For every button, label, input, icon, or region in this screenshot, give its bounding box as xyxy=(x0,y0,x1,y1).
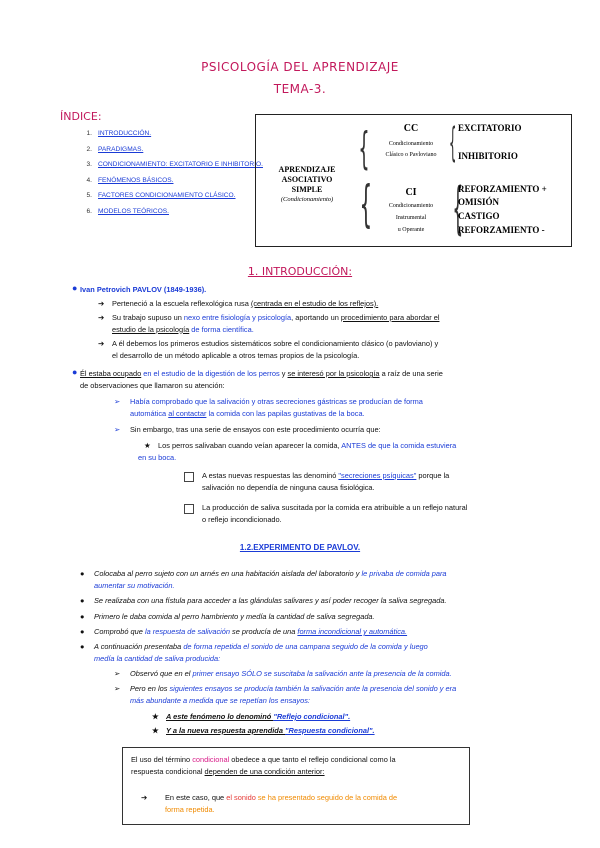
index-item[interactable] xyxy=(70,204,263,220)
text: y xyxy=(279,369,288,378)
text: El uso del término xyxy=(131,755,193,764)
text: "Respuesta condicional". xyxy=(285,726,375,735)
list-item xyxy=(114,668,550,680)
chevron-right-icon: ➢ xyxy=(114,397,121,406)
star-icon: ★ xyxy=(152,712,159,721)
text: A él debemos los primeros estudios sistemáticos sobre el condicionamiento clásico (o pavloviano) y xyxy=(112,339,439,348)
text: En este caso, que xyxy=(165,793,227,802)
text: estudio de la psicología xyxy=(112,324,190,334)
index-item-link[interactable]: FACTORES CONDICIONAMIENTO CLÁSICO. xyxy=(98,192,236,200)
text: respuesta condicional xyxy=(131,766,205,776)
text: primer ensayo SÓLO se suscitaba la salivación ante la presencia de la comida. xyxy=(192,669,452,678)
checkbox-item xyxy=(202,502,542,525)
checkbox-item xyxy=(202,470,542,493)
text: Su trabajo supuso un xyxy=(112,313,184,322)
index-item-number: 4. xyxy=(86,176,92,184)
ci-sub: Condicionamiento xyxy=(388,203,434,209)
diagram-outcome: OMISIÓN xyxy=(458,197,500,207)
text: , aportando un xyxy=(291,313,341,322)
index-item[interactable] xyxy=(70,126,263,142)
text: siguientes ensayos se producía también la salivación ante la presencia del sonido y era xyxy=(169,684,457,693)
text: Colocaba al perro sujeto con un arnés en una habitación aislada del laboratorio y xyxy=(94,569,362,578)
text: A continuación presentaba xyxy=(94,642,184,651)
diagram-outcome: CASTIGO xyxy=(458,211,500,221)
text: se ha presentado seguido de la comida de xyxy=(255,793,398,802)
diagram-root-line: ASOCIATIVO xyxy=(281,175,333,184)
list-item xyxy=(72,367,550,391)
text: de forma científica. xyxy=(189,324,254,334)
diagram-root-line: SIMPLE xyxy=(291,185,323,194)
ci-sub: Instrumental xyxy=(395,215,427,221)
diagram-outcome: REFORZAMIENTO - xyxy=(458,225,545,235)
list-item xyxy=(80,641,554,664)
index-item-number: 1. xyxy=(86,130,92,137)
list-item xyxy=(98,298,552,310)
index-item-number: 6. xyxy=(86,207,92,215)
index-item-link[interactable]: INTRODUCCIÓN. xyxy=(98,130,152,137)
text: ANTES de que la comida estuviera xyxy=(341,441,457,450)
text: en su boca. xyxy=(138,452,177,462)
diagram-root xyxy=(266,165,348,205)
text: de observaciones que llamaron su atención: xyxy=(80,380,225,390)
ci-sub: u Operante xyxy=(397,227,425,233)
index-item-link[interactable]: CONDICIONAMIENTO: EXCITATORIO E INHIBITORIO. xyxy=(98,161,263,169)
text: en el estudio de la digestión de los perros xyxy=(141,369,280,378)
diagram-outcome: EXCITATORIO xyxy=(458,123,522,133)
text: Primero le daba comida al perro hambriento y medía la cantidad de saliva segregada. xyxy=(94,612,375,621)
text: "Reflejo condicional". xyxy=(273,712,351,721)
text: nexo entre fisiología y psicología xyxy=(183,313,292,322)
text: automática xyxy=(130,408,169,418)
cc-sub: Clásico o Pavloviano xyxy=(385,152,437,158)
text: medía la cantidad de saliva producida: xyxy=(94,653,221,663)
document-subtitle: TEMA-3. xyxy=(273,82,327,96)
diagram-root-line: APRENDIZAJE xyxy=(278,165,336,174)
index-item-number: 2. xyxy=(86,145,92,153)
text: la comida con las papilas gustativas de la boca. xyxy=(206,408,365,418)
bullet-icon: ● xyxy=(72,367,78,377)
bullet-icon: ● xyxy=(80,569,85,578)
text: Perteneció a la escuela reflexológica rusa xyxy=(112,299,251,308)
list-item xyxy=(114,424,550,436)
pavlov-bullet xyxy=(72,283,550,296)
text: condicional xyxy=(192,755,230,764)
chevron-right-icon: ➢ xyxy=(114,669,121,678)
list-item xyxy=(114,683,550,706)
list-item xyxy=(98,312,552,335)
bullet-icon: ● xyxy=(80,642,85,651)
text: el sonido xyxy=(226,793,256,802)
list-item xyxy=(80,595,554,607)
text: le privaba de comida para xyxy=(361,569,447,578)
brace-icon: { xyxy=(448,120,457,166)
text: A este fenómeno lo denominó xyxy=(166,712,274,721)
text: al contactar xyxy=(168,408,207,418)
star-icon: ★ xyxy=(144,441,151,450)
index-item[interactable] xyxy=(70,142,263,158)
list-item xyxy=(152,711,546,723)
index-item-link[interactable]: FENÓMENOS BÁSICOS. xyxy=(98,176,174,184)
list-item xyxy=(138,440,552,463)
bullet-icon: ● xyxy=(80,596,85,605)
text: Él estaba ocupado xyxy=(80,369,142,378)
text: salivación no dependía de ninguna causa fisiológica. xyxy=(202,482,375,492)
index-item-link[interactable]: MODELOS TEÓRICOS. xyxy=(98,207,169,215)
text: (centrada en el estudio de los reflejos). xyxy=(250,299,379,308)
list-item xyxy=(80,626,554,638)
list-item xyxy=(98,338,552,361)
document-title: PSICOLOGÍA DEL APRENDIZAJE xyxy=(201,60,399,74)
note-text xyxy=(131,754,463,777)
text: la respuesta de salivación xyxy=(144,627,230,636)
cc-sub: Condicionamiento xyxy=(388,141,434,147)
star-icon: ★ xyxy=(152,726,159,735)
index-item[interactable] xyxy=(70,173,263,189)
cc-label: CC xyxy=(403,123,419,134)
text: Se realizaba con una fístula para acceder a las glándulas salivares y así poder recoger la saliva segregada. xyxy=(94,596,447,605)
text: forma repetida. xyxy=(165,804,215,814)
text: se producía de una xyxy=(230,627,298,636)
text: A estas nuevas respuestas las denominó xyxy=(202,471,339,480)
brace-icon: { xyxy=(359,175,373,233)
brace-icon: { xyxy=(358,123,370,174)
pavlov-name: Ivan Petrovich PAVLOV (1849-1936). xyxy=(80,285,207,294)
text: de forma repetida el sonido de una campana seguido de la comida y luego xyxy=(183,642,428,651)
text: Había comprobado que la salivación y otras secreciones gástricas se producían de forma xyxy=(130,397,423,406)
list-item xyxy=(152,725,546,737)
index-item[interactable] xyxy=(70,157,263,173)
text: o reflejo incondicionado. xyxy=(202,514,282,524)
text: el desarrollo de un método aplicable a otros temas propios de la psicología. xyxy=(112,350,360,360)
text: aumentar su motivación. xyxy=(94,580,175,590)
text: "secreciones psíquicas" xyxy=(338,471,417,480)
bullet-icon: ● xyxy=(72,283,78,293)
diagram-outcome: INHIBITORIO xyxy=(458,151,518,161)
text: procedimiento para abordar el xyxy=(340,313,440,322)
chevron-right-icon: ➢ xyxy=(114,684,121,693)
list-item xyxy=(80,611,554,623)
section-heading-text: 1. INTRODUCCIÓN: xyxy=(247,265,353,278)
text: porque la xyxy=(416,471,450,480)
note-example xyxy=(141,792,461,815)
text: Observó que en el xyxy=(130,669,193,678)
bullet-icon: ● xyxy=(80,627,85,636)
subsection-heading: 1.2.EXPERIMENTO DE PAVLOV. xyxy=(239,543,361,552)
index-list xyxy=(70,126,263,220)
ci-label: CI xyxy=(405,187,417,198)
arrow-icon: ➔ xyxy=(98,313,105,322)
text: Pero en los xyxy=(130,684,170,693)
index-item-number: 3. xyxy=(86,161,92,169)
arrow-icon: ➔ xyxy=(98,299,105,308)
diagram-root-note: (Condicionamiento) xyxy=(280,196,334,203)
brace-icon: { xyxy=(452,176,464,241)
diagram-outcome: REFORZAMIENTO + xyxy=(458,184,547,194)
text: se interesó por la psicología xyxy=(287,369,380,378)
text: a raíz de una serie xyxy=(379,369,443,378)
text: Sin embargo, tras una serie de ensayos con este procedimiento ocurría que: xyxy=(130,425,381,434)
chevron-right-icon: ➢ xyxy=(114,425,121,434)
text: Los perros salivaban cuando veían aparecer la comida, xyxy=(158,441,342,450)
text: más abundante a medida que se repetían los ensayos: xyxy=(130,695,310,705)
list-item xyxy=(114,396,550,419)
note-box xyxy=(122,747,470,825)
text: La producción de saliva suscitada por la comida era atribuible a un reflejo natural xyxy=(202,503,468,512)
checkbox-icon[interactable] xyxy=(184,472,194,482)
text: Comprobó que xyxy=(94,627,145,636)
index-item[interactable] xyxy=(70,188,263,204)
arrow-icon: ➔ xyxy=(141,793,148,802)
section-heading xyxy=(0,265,600,278)
index-title: ÍNDICE: xyxy=(60,110,102,123)
list-item xyxy=(80,568,554,591)
index-item-link[interactable]: PARADIGMAS. xyxy=(98,145,144,153)
learning-diagram xyxy=(255,114,572,247)
text: forma incondicional y automática. xyxy=(297,627,408,636)
arrow-icon: ➔ xyxy=(98,339,105,348)
text: obedece a que tanto el reflejo condicional como la xyxy=(229,755,396,764)
bullet-icon: ● xyxy=(80,612,85,621)
index-item-number: 5. xyxy=(86,192,92,200)
checkbox-icon[interactable] xyxy=(184,504,194,514)
text: dependen de una condición anterior: xyxy=(204,766,325,776)
text: Y a la nueva respuesta aprendida xyxy=(166,726,285,735)
